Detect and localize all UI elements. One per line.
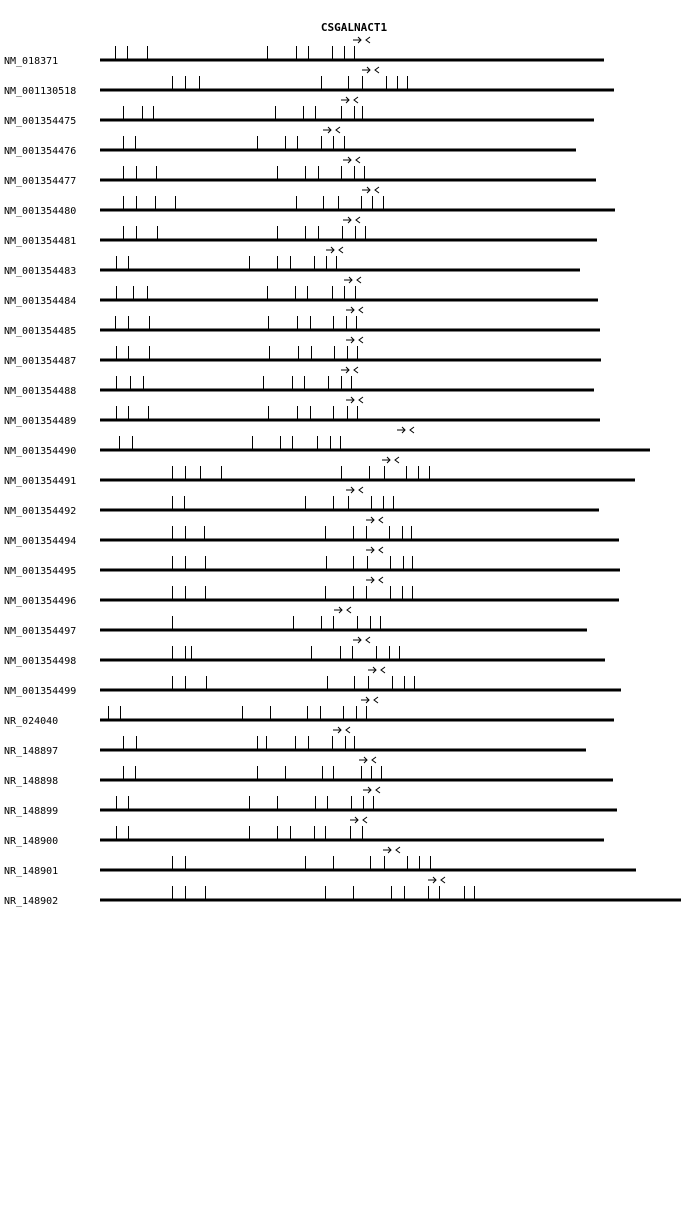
transcript-label: NR_024040 (4, 716, 59, 727)
transcript-row (4, 187, 615, 217)
transcript-row (4, 547, 620, 577)
reverse-primer-arrow (395, 457, 399, 463)
reverse-primer-arrow (410, 427, 414, 433)
reverse-primer-arrow (356, 157, 360, 163)
reverse-primer-arrow (336, 127, 340, 133)
forward-primer-arrow (350, 817, 358, 823)
transcript-label: NM_018371 (4, 56, 59, 67)
forward-primer-arrow (382, 457, 390, 463)
reverse-primer-arrow (357, 277, 361, 283)
reverse-primer-arrow (359, 397, 363, 403)
reverse-primer-arrow (359, 337, 363, 343)
transcript-label: NM_001354484 (4, 296, 77, 307)
transcript-label: NM_001354497 (4, 626, 77, 637)
forward-primer-arrow (343, 157, 351, 163)
transcript-label: NR_148902 (4, 896, 59, 907)
transcript-row (4, 277, 598, 307)
reverse-primer-arrow (396, 847, 400, 853)
forward-primer-arrow (383, 847, 391, 853)
transcript-label: NM_001354492 (4, 506, 77, 517)
transcript-label: NM_001354494 (4, 536, 77, 547)
reverse-primer-arrow (359, 487, 363, 493)
transcript-row (4, 637, 605, 667)
forward-primer-arrow (353, 37, 361, 43)
forward-primer-arrow (366, 577, 374, 583)
forward-primer-arrow (362, 187, 370, 193)
transcript-row (4, 877, 681, 907)
reverse-primer-arrow (381, 667, 385, 673)
transcript-label: NM_001354480 (4, 206, 77, 217)
reverse-primer-arrow (339, 247, 343, 253)
transcript-row (4, 37, 604, 67)
reverse-primer-arrow (354, 367, 358, 373)
transcript-label: NR_148899 (4, 806, 59, 817)
transcript-label: NM_001354483 (4, 266, 77, 277)
transcript-row (4, 847, 636, 877)
forward-primer-arrow (341, 97, 349, 103)
forward-primer-arrow (346, 397, 354, 403)
reverse-primer-arrow (366, 37, 370, 43)
transcript-row (4, 487, 599, 517)
transcript-label: NM_001354475 (4, 116, 77, 127)
forward-primer-arrow (344, 277, 352, 283)
reverse-primer-arrow (375, 187, 379, 193)
transcript-row (4, 427, 650, 457)
forward-primer-arrow (361, 697, 369, 703)
transcript-row (4, 247, 580, 277)
transcript-label: NM_001354481 (4, 236, 77, 247)
transcript-row (4, 727, 586, 757)
transcript-row (4, 817, 604, 847)
reverse-primer-arrow (347, 607, 351, 613)
transcript-row (4, 667, 621, 697)
transcript-label: NR_148901 (4, 866, 59, 877)
forward-primer-arrow (362, 67, 370, 73)
forward-primer-arrow (333, 727, 341, 733)
forward-primer-arrow (326, 247, 334, 253)
transcript-row (4, 577, 619, 607)
forward-primer-arrow (346, 337, 354, 343)
forward-primer-arrow (397, 427, 405, 433)
reverse-primer-arrow (374, 697, 378, 703)
reverse-primer-arrow (366, 637, 370, 643)
reverse-primer-arrow (375, 67, 379, 73)
transcript-label: NR_148897 (4, 746, 59, 757)
transcript-row (4, 217, 597, 247)
transcript-label: NM_001354498 (4, 656, 77, 667)
reverse-primer-arrow (441, 877, 445, 883)
forward-primer-arrow (353, 637, 361, 643)
transcript-label: NM_001354488 (4, 386, 77, 397)
transcript-label: NM_001354489 (4, 416, 77, 427)
transcript-label: NR_148900 (4, 836, 59, 847)
transcript-row (4, 607, 587, 637)
transcript-row (4, 157, 596, 187)
reverse-primer-arrow (354, 97, 358, 103)
transcript-row (4, 397, 600, 427)
transcript-row (4, 67, 614, 97)
transcript-label: NM_001354490 (4, 446, 77, 457)
forward-primer-arrow (359, 757, 367, 763)
transcript-row (4, 757, 613, 787)
transcript-row (4, 127, 576, 157)
reverse-primer-arrow (379, 577, 383, 583)
forward-primer-arrow (343, 217, 351, 223)
transcript-label: NR_148898 (4, 776, 59, 787)
transcript-label: NM_001354491 (4, 476, 77, 487)
transcript-row (4, 337, 601, 367)
transcript-row (4, 457, 635, 487)
transcript-label: NM_001354477 (4, 176, 77, 187)
forward-primer-arrow (323, 127, 331, 133)
reverse-primer-arrow (346, 727, 350, 733)
forward-primer-arrow (428, 877, 436, 883)
reverse-primer-arrow (359, 307, 363, 313)
transcript-tracks (4, 37, 681, 907)
forward-primer-arrow (366, 547, 374, 553)
forward-primer-arrow (346, 307, 354, 313)
forward-primer-arrow (341, 367, 349, 373)
transcript-label: NM_001354496 (4, 596, 77, 607)
forward-primer-arrow (368, 667, 376, 673)
reverse-primer-arrow (363, 817, 367, 823)
reverse-primer-arrow (372, 757, 376, 763)
transcript-row (4, 517, 619, 547)
transcript-label: NM_001354485 (4, 326, 77, 337)
transcript-label: NM_001354476 (4, 146, 77, 157)
forward-primer-arrow (346, 487, 354, 493)
gene-title: CSGALNACT1 (320, 21, 388, 34)
forward-primer-arrow (366, 517, 374, 523)
forward-primer-arrow (334, 607, 342, 613)
transcript-label: NM_001130518 (4, 86, 77, 97)
reverse-primer-arrow (379, 517, 383, 523)
transcript-label: NM_001354495 (4, 566, 77, 577)
transcript-row (4, 697, 614, 727)
transcript-row (4, 367, 594, 397)
reverse-primer-arrow (376, 787, 380, 793)
transcript-label: NM_001354487 (4, 356, 77, 367)
reverse-primer-arrow (356, 217, 360, 223)
transcript-row (4, 97, 594, 127)
forward-primer-arrow (363, 787, 371, 793)
transcript-row (4, 307, 600, 337)
transcript-label: NM_001354499 (4, 686, 77, 697)
transcript-row (4, 787, 617, 817)
reverse-primer-arrow (379, 547, 383, 553)
